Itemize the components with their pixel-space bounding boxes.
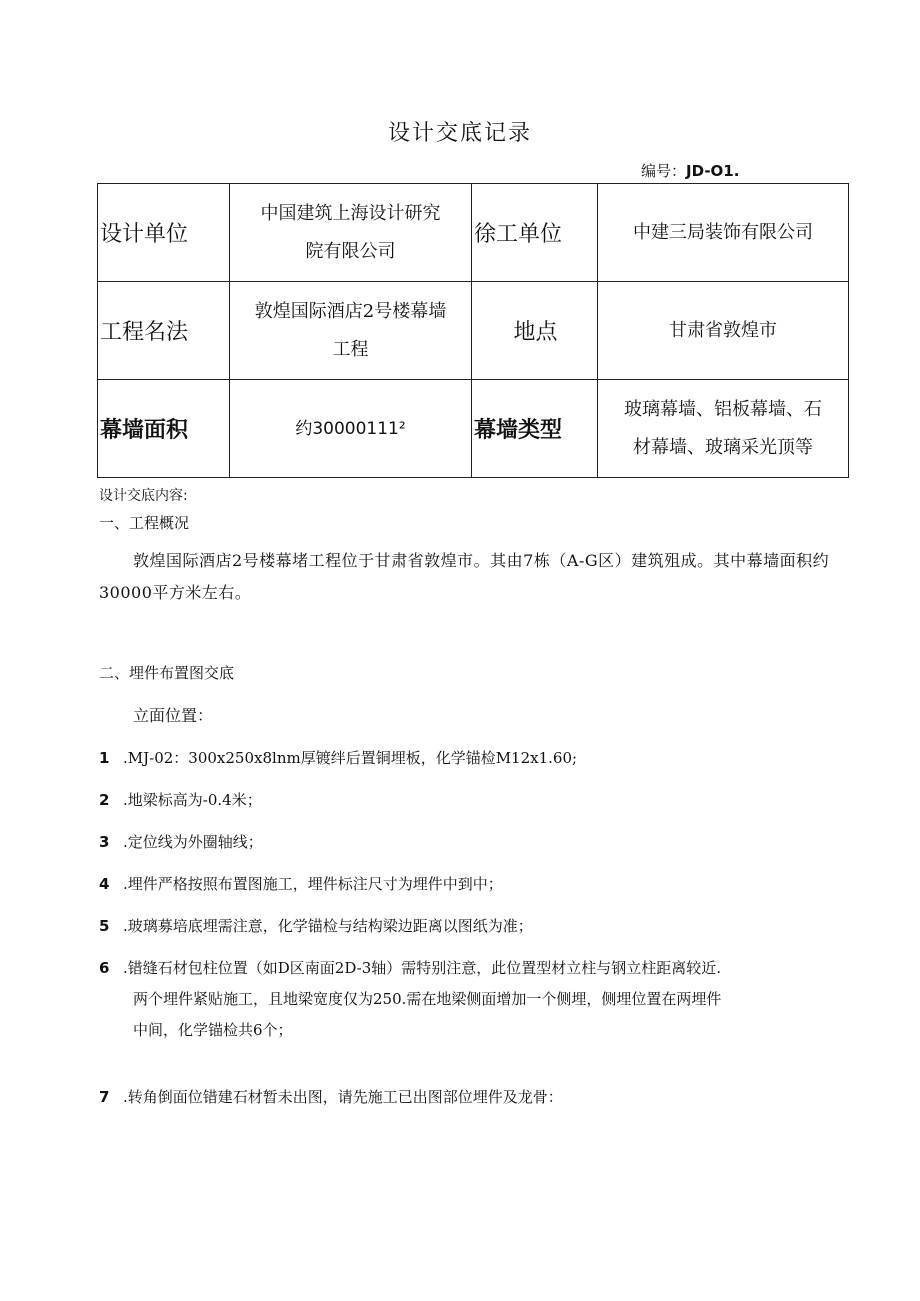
construction-unit-value: 中建三局装饰有限公司 [598,184,849,282]
section1-heading: 一、工程概况 [99,514,190,532]
section2-subheading: 立面位置： [133,706,214,725]
design-unit-label: 设计单位 [98,184,230,282]
item-number: 4 [99,875,110,893]
list-item [99,827,849,858]
curtain-wall-area-value: 约30000111² [230,380,472,478]
table-row [98,282,849,380]
item-number: 1 [99,749,110,767]
location-value: 甘肃省敦煌市 [598,282,849,380]
item-text: .错缝石材包柱位置（如D区南面2D-3轴）需特别注意，此位置型材立柱与钢立柱距离较近. [123,959,722,977]
construction-unit-label: 徐工单位 [472,184,598,282]
item-number: 2 [99,791,110,809]
location-label: 地点 [472,282,598,380]
item-text: .玻璃募培底埋需注意，化学锚检与结构梁边距离以图纸为准； [123,917,533,935]
curtain-wall-type-line2: 材幕墙、玻璃采光顶等 [633,436,813,458]
document-number-value: JD-O1. [686,162,740,180]
document-number [641,160,739,181]
project-name-label: 工程名法 [98,282,230,380]
curtain-wall-type-line1: 玻璃幕墙、铝板幕墙、石 [624,398,822,420]
item-number: 5 [99,917,110,935]
curtain-wall-type-label: 幕墙类型 [472,380,598,478]
project-name-value-line1: 敦煌国际酒店2号楼幕墙 [254,300,447,322]
project-name-value-line2: 工程 [332,338,369,360]
section2-heading: 二、埋件布置图交底 [99,664,235,682]
item-number: 3 [99,833,110,851]
list-item [99,1082,849,1113]
section1-paragraph: 敦煌国际酒店2号楼幕堵工程位于甘肃省敦煌市。其由7栋（A-G区）建筑殂成。其中幕墙面积约30000平方米左右。 [99,551,830,602]
design-unit-value [230,184,472,282]
project-info-table [97,183,849,478]
design-unit-value-line1: 中国建筑上海设计研究 [260,202,441,224]
table-row [98,380,849,478]
item-number: 6 [99,959,110,977]
list-item [99,911,849,942]
list-item [99,743,849,774]
item-text: .埋件严格按照布置图施工，埋件标注尺寸为埋件中到中； [123,875,503,893]
list-item [99,785,849,816]
item-number: 7 [99,1088,110,1106]
project-name-value [230,282,472,380]
curtain-wall-type-value [598,380,849,478]
item-text-line2: 两个埋件紧贴施工，且地梁宽度仅为250.需在地梁侧面增加一个侧埋，侧埋位置在两埋件 [133,990,722,1008]
item-text-line3: 中间，化学锚检共6个； [133,1021,293,1039]
document-number-label: 编号： [641,162,687,180]
document-title: 设计交底记录 [387,121,532,146]
curtain-wall-area-label: 幕墙面积 [98,380,230,478]
list-item [99,953,849,1046]
content-label: 设计交底内容: [99,488,188,504]
item-text: .转角倒面位错建石材暂未出图，请先施工已出图部位埋件及龙骨： [123,1088,563,1106]
list-item [99,869,849,900]
design-unit-value-line2: 院有限公司 [305,240,396,262]
item-text: .MJ-02：300x250x8lnm厚镀绊后置铜埋板，化学锚检M12x1.60; [123,749,578,767]
item-text: .地梁标高为-0.4米； [123,791,262,809]
table-row [98,184,849,282]
item-text: .定位线为外圈轴线； [123,833,263,851]
